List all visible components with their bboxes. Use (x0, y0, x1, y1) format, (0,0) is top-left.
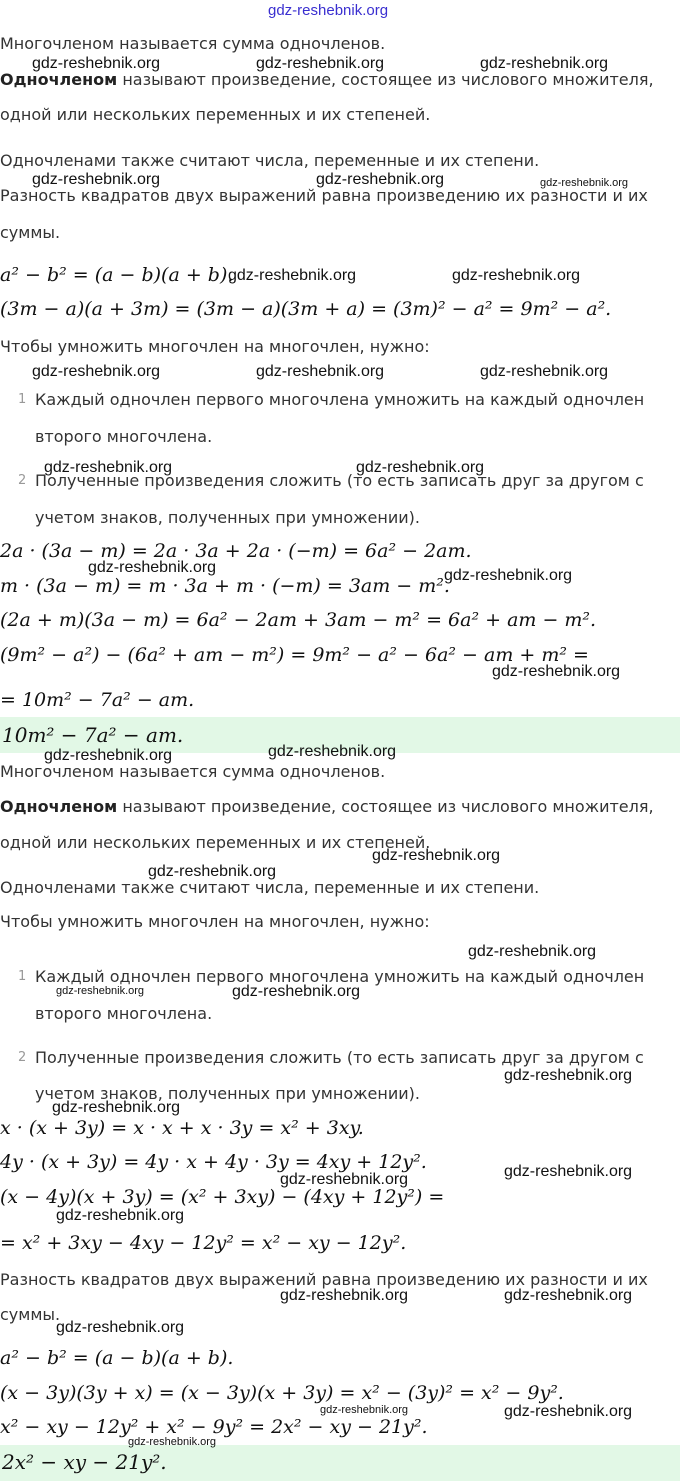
watermark: gdz-reshebnik.org (228, 267, 357, 284)
calc-line: (x − 4y)(x + 3y) = (x² + 3xy) − (4xy + 12y²) = (0, 1186, 445, 1208)
watermark: gdz-reshebnik.org (320, 1404, 409, 1416)
difference-of-squares-rule: Разность квадратов двух выражений равна произведению их разности и их (0, 186, 648, 205)
monomial-term: Одночленом (0, 70, 118, 89)
answer-text: 2x² − xy − 21y². (2, 1450, 167, 1474)
monomial-definition: называют произведение, состоящее из числового множителя, (122, 70, 654, 89)
watermark: gdz-reshebnik.org (504, 1067, 633, 1084)
step-text-cont: второго многочлена. (35, 1004, 213, 1023)
formula-sum: x² − xy − 12y² + x² − 9y² = 2x² − xy − 21y². (0, 1416, 428, 1438)
step-text: Каждый одночлен первого многочлена умножить на каждый одночлен (35, 967, 645, 986)
calc-line: (2a + m)(3a − m) = 6a² − 2am + 3am − m² = 6a² + am − m². (0, 609, 597, 631)
watermark: gdz-reshebnik.org (232, 983, 361, 1000)
definition-polynomial: Многочленом называется сумма одночленов. (0, 34, 386, 53)
watermark: gdz-reshebnik.org (56, 1319, 185, 1336)
watermark: gdz-reshebnik.org (452, 267, 581, 284)
rule-intro: Чтобы умножить многочлен на многочлен, нужно: (0, 337, 430, 356)
site-header-watermark[interactable]: gdz-reshebnik.org (268, 2, 389, 19)
calc-line: = x² + 3xy − 4xy − 12y² = x² − xy − 12y². (0, 1232, 407, 1254)
step-number: 2 (18, 473, 27, 488)
monomial-definition: называют произведение, состоящее из числового множителя, (122, 797, 654, 816)
watermark: gdz-reshebnik.org (492, 663, 621, 680)
monomial-term: Одночленом (0, 797, 118, 816)
watermark: gdz-reshebnik.org (256, 55, 385, 72)
watermark: gdz-reshebnik.org (32, 171, 161, 188)
definition-polynomial: Многочленом называется сумма одночленов. (0, 762, 386, 781)
watermark: gdz-reshebnik.org (56, 1207, 185, 1224)
calc-line: m · (3a − m) = m · 3a + m · (−m) = 3am − m². (0, 575, 450, 597)
answer-box (0, 1445, 680, 1481)
answer-text: 10m² − 7a² − am. (2, 723, 184, 747)
watermark: gdz-reshebnik.org (256, 363, 385, 380)
watermark: gdz-reshebnik.org (316, 171, 445, 188)
rule-intro: Чтобы умножить многочлен на многочлен, нужно: (0, 912, 430, 931)
watermark: gdz-reshebnik.org (32, 55, 161, 72)
watermark: gdz-reshebnik.org (468, 943, 597, 960)
calc-line: 4y · (x + 3y) = 4y · x + 4y · 3y = 4xy + 12y². (0, 1151, 427, 1173)
watermark: gdz-reshebnik.org (356, 459, 485, 476)
formula-applied: (x − 3y)(3y + x) = (x − 3y)(x + 3y) = x² − (3y)² = x² − 9y². (0, 1382, 564, 1404)
monomial-definition-cont: одной или нескольких переменных и их степеней. (0, 833, 431, 852)
watermark: gdz-reshebnik.org (44, 459, 173, 476)
watermark: gdz-reshebnik.org (56, 985, 145, 997)
difference-of-squares-rule-cont: суммы. (0, 223, 61, 242)
watermark: gdz-reshebnik.org (88, 559, 217, 576)
watermark: gdz-reshebnik.org (504, 1287, 633, 1304)
calc-line: (9m² − a²) − (6a² + am − m²) = 9m² − a² − 6a² − am + m² = (0, 644, 589, 666)
step-number: 1 (18, 969, 27, 984)
step-text-cont: учетом знаков, полученных при умножении). (35, 508, 420, 527)
watermark: gdz-reshebnik.org (540, 177, 629, 189)
watermark: gdz-reshebnik.org (372, 847, 501, 864)
monomial-also: Одночленами также считают числа, переменные и их степени. (0, 151, 540, 170)
watermark: gdz-reshebnik.org (480, 55, 609, 72)
definition-monomial (0, 797, 654, 816)
step-number: 2 (18, 1050, 27, 1065)
formula-difference-of-squares: a² − b² = (a − b)(a + b). (0, 264, 234, 286)
watermark: gdz-reshebnik.org (504, 1403, 633, 1420)
calc-line: = 10m² − 7a² − am. (0, 689, 195, 711)
watermark: gdz-reshebnik.org (444, 567, 573, 584)
watermark: gdz-reshebnik.org (268, 743, 397, 760)
watermark: gdz-reshebnik.org (44, 747, 173, 764)
formula-difference-of-squares: a² − b² = (a − b)(a + b). (0, 1347, 234, 1369)
step-text: Каждый одночлен первого многочлена умножить на каждый одночлен (35, 390, 645, 409)
watermark: gdz-reshebnik.org (280, 1171, 409, 1188)
step-text: Полученные произведения сложить (то есть записать друг за другом с (35, 471, 644, 490)
formula-applied: (3m − a)(a + 3m) = (3m − a)(3m + a) = (3m)² − a² = 9m² − a². (0, 298, 612, 320)
step-text-cont: учетом знаков, полученных при умножении). (35, 1084, 420, 1103)
calc-line: 2a · (3a − m) = 2a · 3a + 2a · (−m) = 6a² − 2am. (0, 540, 472, 562)
watermark: gdz-reshebnik.org (32, 363, 161, 380)
watermark: gdz-reshebnik.org (148, 863, 277, 880)
step-number: 1 (18, 392, 27, 407)
monomial-definition-cont: одной или нескольких переменных и их степеней. (0, 105, 431, 124)
watermark: gdz-reshebnik.org (128, 1436, 217, 1448)
watermark: gdz-reshebnik.org (52, 1099, 181, 1116)
monomial-also: Одночленами также считают числа, переменные и их степени. (0, 878, 540, 897)
watermark: gdz-reshebnik.org (504, 1163, 633, 1180)
watermark: gdz-reshebnik.org (480, 363, 609, 380)
difference-of-squares-rule-cont: суммы. (0, 1305, 61, 1324)
watermark: gdz-reshebnik.org (280, 1287, 409, 1304)
difference-of-squares-rule: Разность квадратов двух выражений равна произведению их разности и их (0, 1270, 648, 1289)
calc-line: x · (x + 3y) = x · x + x · 3y = x² + 3xy. (0, 1117, 364, 1139)
step-text: Полученные произведения сложить (то есть записать друг за другом с (35, 1048, 644, 1067)
step-text-cont: второго многочлена. (35, 427, 213, 446)
